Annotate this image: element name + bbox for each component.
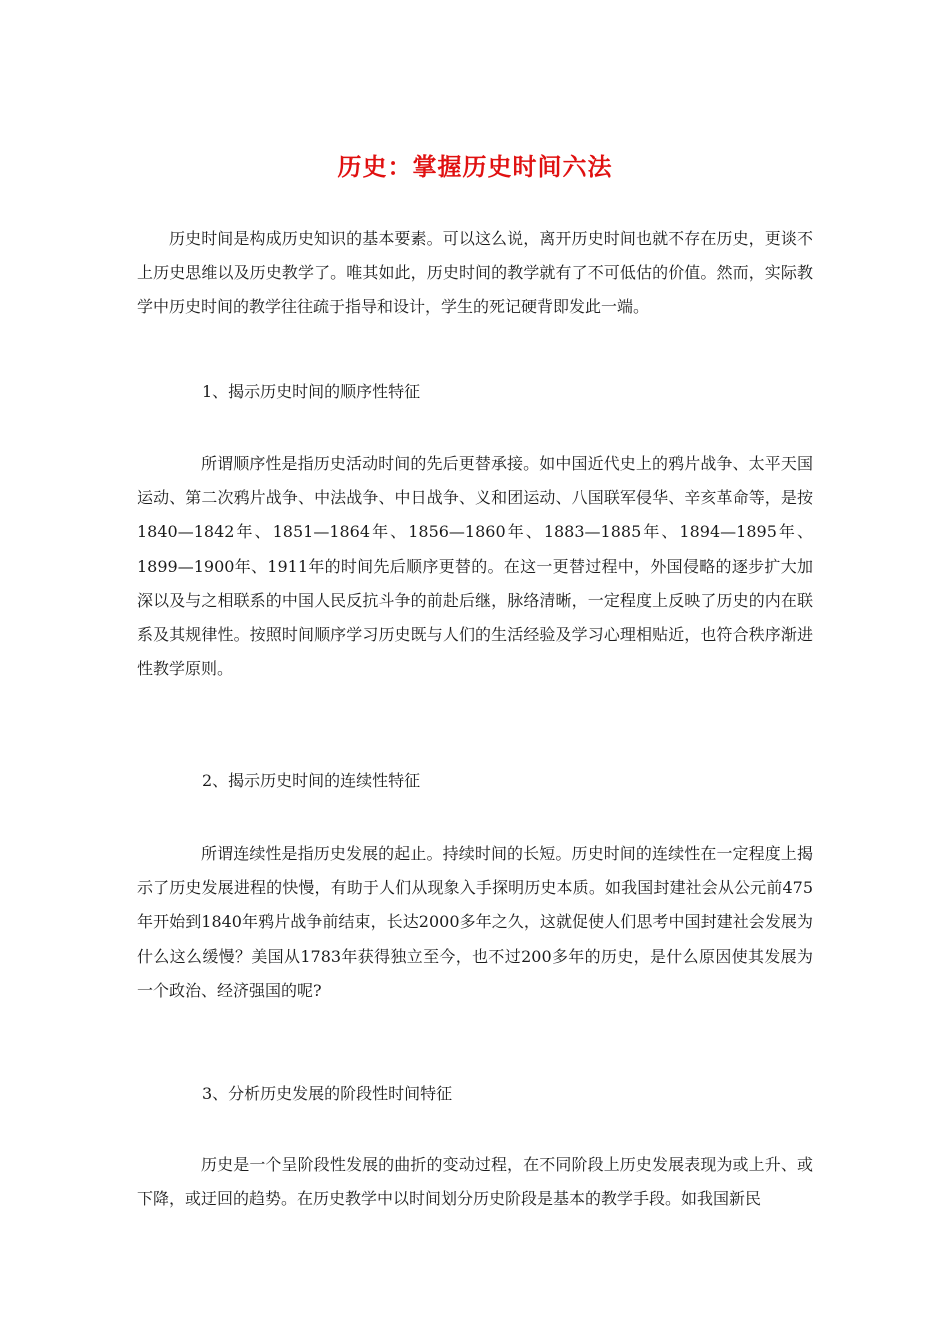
page-title: 历史：掌握历史时间六法	[337, 152, 613, 182]
intro-paragraph: 历史时间是构成历史知识的基本要素。可以这么说，离开历史时间也就不存在历史，更谈不上历史思维以及历史教学了。唯其如此，历史时间的教学就有了不可低估的价值。然而，实际教学中历史时间的教学往往疏于指导和设计，学生的死记硬背即发此一端。	[137, 229, 813, 317]
section-body-1: 所谓顺序性是指历史活动时间的先后更替承接。如中国近代史上的鸦片战争、太平天国运动、第二次鸦片战争、中法战争、中日战争、义和团运动、八国联军侵华、辛亥革命等，是按1840—1842年、1851—1864年、1856—1860年、1883—1885年、1894—1895年、1899—1900年、1911年的时间先后顺序更替的。在这一更替过程中，外国侵略的逐步扩大加深以及与之相联系的中国人民反抗斗争的前赴后继，脉络清晰，一定程度上反映了历史的内在联系及其规律性。按照时间顺序学习历史既与人们的生活经验及学习心理相贴近，也符合秩序渐进性教学原则。	[137, 454, 813, 679]
section-body-2: 所谓连续性是指历史发展的起止。持续时间的长短。历史时间的连续性在一定程度上揭示了历史发展进程的快慢，有助于人们从现象入手探明历史本质。如我国封建社会从公元前475年开始到1840年鸦片战争前结束，长达2000多年之久，这就促使人们思考中国封建社会发展为什么这么缓慢？美国从1783年获得独立至今，也不过200多年的历史，是什么原因使其发展为一个政治、经济强国的呢?	[137, 844, 813, 1000]
section-heading-1: 1、揭示历史时间的顺序性特征	[202, 382, 421, 401]
section-heading-2: 2、揭示历史时间的连续性特征	[202, 771, 421, 790]
section-body-3: 历史是一个呈阶段性发展的曲折的变动过程，在不同阶段上历史发展表现为或上升、或下降，或迂回的趋势。在历史教学中以时间划分历史阶段是基本的教学手段。如我国新民	[137, 1155, 813, 1209]
section-heading-3: 3、分析历史发展的阶段性时间特征	[202, 1084, 453, 1103]
